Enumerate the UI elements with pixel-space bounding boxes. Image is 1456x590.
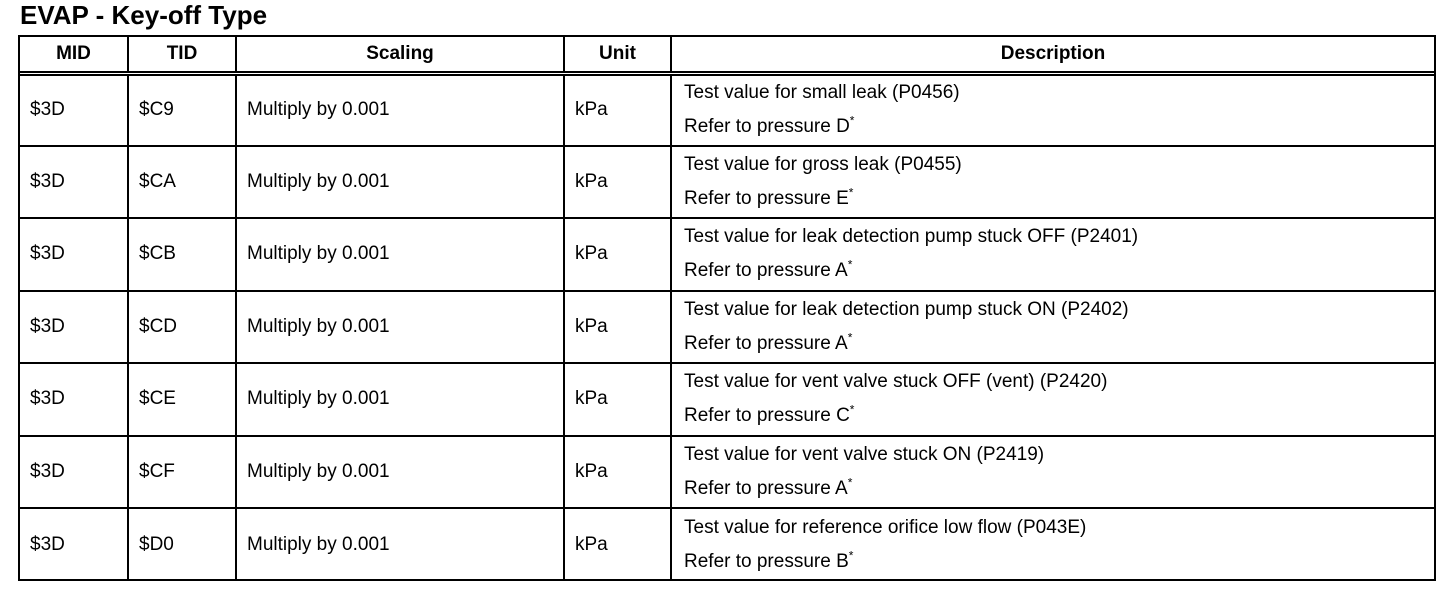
cell-scaling: Multiply by 0.001	[236, 508, 564, 581]
table-row	[20, 363, 1434, 436]
cell-scaling: Multiply by 0.001	[236, 436, 564, 509]
description-test: Test value for vent valve stuck ON (P2419)	[684, 443, 1045, 465]
header-description: Description	[671, 37, 1434, 73]
cell-description	[671, 436, 1434, 509]
cell-tid: $CE	[128, 363, 236, 436]
description-reference	[684, 182, 1434, 216]
cell-unit: kPa	[564, 508, 671, 581]
cell-mid: $3D	[20, 291, 128, 364]
table-row	[20, 218, 1434, 291]
footnote-mark: *	[847, 330, 853, 345]
cell-tid: $CF	[128, 436, 236, 509]
footnote-mark: *	[847, 257, 853, 272]
reference-text: Refer to pressure A	[684, 477, 848, 499]
header-tid: TID	[128, 37, 236, 73]
header-scaling: Scaling	[236, 37, 564, 73]
table-row	[20, 508, 1434, 581]
description-test: Test value for reference orifice low flow (P043E)	[684, 516, 1087, 538]
footnote-mark: *	[847, 475, 853, 490]
table-row	[20, 291, 1434, 364]
cell-tid: $CA	[128, 146, 236, 219]
cell-tid: $CD	[128, 291, 236, 364]
footnote-mark: *	[849, 402, 855, 417]
data-table	[18, 35, 1436, 581]
description-test: Test value for gross leak (P0455)	[684, 153, 962, 175]
cell-scaling: Multiply by 0.001	[236, 291, 564, 364]
cell-mid: $3D	[20, 218, 128, 291]
table-row	[20, 436, 1434, 509]
reference-text: Refer to pressure C	[684, 405, 850, 427]
description-reference	[684, 254, 1434, 288]
cell-description	[671, 218, 1434, 291]
description-test: Test value for leak detection pump stuck ON (P2402)	[684, 298, 1129, 320]
page-title: EVAP - Key-off Type	[20, 0, 268, 30]
header-unit: Unit	[564, 37, 671, 73]
footnote-mark: *	[848, 185, 854, 200]
description-reference	[684, 545, 1434, 579]
cell-description	[671, 73, 1434, 146]
cell-description	[671, 363, 1434, 436]
cell-scaling: Multiply by 0.001	[236, 146, 564, 219]
table-header-row	[20, 37, 1434, 73]
cell-description	[671, 146, 1434, 219]
table-row	[20, 73, 1434, 146]
cell-unit: kPa	[564, 363, 671, 436]
cell-unit: kPa	[564, 146, 671, 219]
cell-unit: kPa	[564, 436, 671, 509]
cell-mid: $3D	[20, 508, 128, 581]
reference-text: Refer to pressure A	[684, 260, 848, 282]
reference-text: Refer to pressure D	[684, 116, 850, 137]
mid-tid-table	[20, 37, 1434, 581]
cell-description	[671, 291, 1434, 364]
cell-mid: $3D	[20, 146, 128, 219]
cell-scaling: Multiply by 0.001	[236, 363, 564, 436]
reference-text: Refer to pressure A	[684, 332, 848, 354]
cell-scaling: Multiply by 0.001	[236, 218, 564, 291]
description-test: Test value for leak detection pump stuck OFF (P2401)	[684, 226, 1139, 248]
cell-mid: $3D	[20, 436, 128, 509]
cell-tid: $C9	[128, 73, 236, 146]
cell-tid: $D0	[128, 508, 236, 581]
cell-unit: kPa	[564, 291, 671, 364]
cell-unit: kPa	[564, 218, 671, 291]
cell-unit: kPa	[564, 73, 671, 146]
footnote-mark: *	[849, 113, 855, 128]
cell-mid: $3D	[20, 73, 128, 146]
reference-text: Refer to pressure E	[684, 187, 849, 209]
cell-tid: $CB	[128, 218, 236, 291]
description-test: Test value for small leak (P0456)	[684, 82, 960, 103]
table-row	[20, 146, 1434, 219]
cell-description	[671, 508, 1434, 581]
description-reference	[684, 399, 1434, 433]
cell-mid: $3D	[20, 363, 128, 436]
description-test: Test value for vent valve stuck OFF (vent) (P2420)	[684, 371, 1108, 393]
description-reference	[684, 110, 1434, 144]
cell-scaling: Multiply by 0.001	[236, 73, 564, 146]
description-reference	[684, 472, 1434, 506]
description-reference	[684, 327, 1434, 361]
header-mid: MID	[20, 37, 128, 73]
footnote-mark: *	[848, 548, 854, 563]
reference-text: Refer to pressure B	[684, 550, 849, 572]
